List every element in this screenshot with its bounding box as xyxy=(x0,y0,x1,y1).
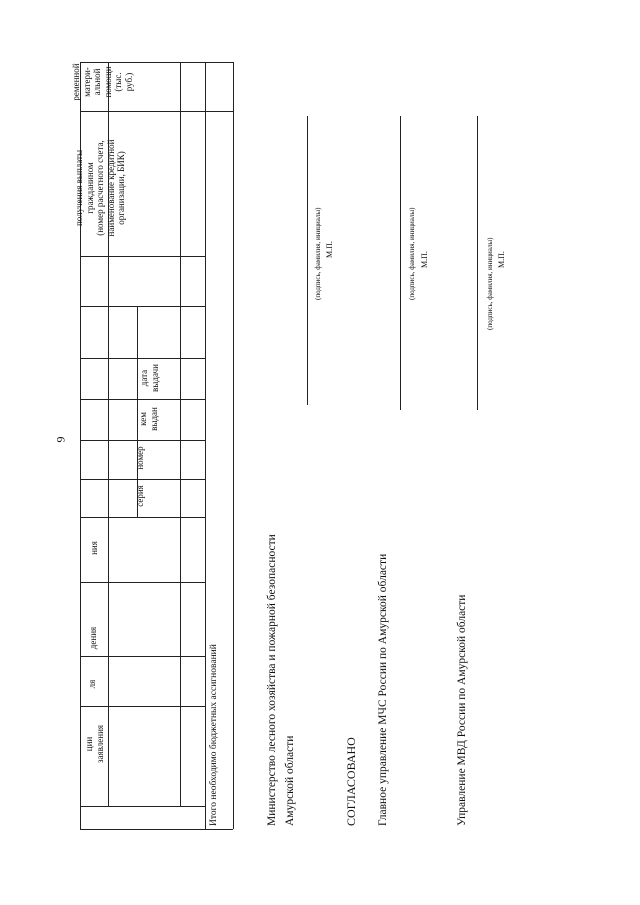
table-col-line xyxy=(80,306,205,307)
header-niya: ния xyxy=(89,541,99,555)
ministry-name-line2: Амурской области xyxy=(284,735,296,826)
header-lya: ля xyxy=(87,679,97,689)
mchs-signature-caption: (подпись, фамилия, инициалы) xyxy=(408,207,416,300)
header-pomoshch: ременной матери- альной помощи (тыс. руб.) xyxy=(71,63,135,101)
table-col-line xyxy=(80,111,233,112)
page-number: 9 xyxy=(53,436,68,443)
mvd-signature-line xyxy=(477,116,478,410)
agreed-label: СОГЛАСОВАНО xyxy=(344,737,358,826)
header-nomer: номер xyxy=(135,446,145,470)
header-polucheniya: получения выплаты гражданином (номер расчетного счета, наименование кредитной организации, БИК) xyxy=(74,139,127,237)
mvd-name: Управление МВД России по Амурской области xyxy=(456,594,468,826)
table-border-right xyxy=(233,62,234,829)
ministry-name-line1: Министерство лесного хозяйства и пожарной безопасности xyxy=(266,534,278,826)
table-row-line xyxy=(205,62,206,829)
table-col-line xyxy=(80,582,205,583)
header-deniya: дения xyxy=(88,626,98,650)
mchs-stamp-label: М.П. xyxy=(420,251,429,268)
mchs-signature-line xyxy=(400,116,401,410)
mvd-signature-caption: (подпись, фамилия, инициалы) xyxy=(486,237,494,330)
table-col-line xyxy=(80,517,205,518)
header-data-vydachi: дата выдачи xyxy=(139,364,160,392)
ministry-signature-line xyxy=(307,116,308,405)
header-seriya: серия xyxy=(135,485,145,507)
ministry-stamp-label: М.П. xyxy=(325,241,334,258)
header-tsii-zayavleniya: ции заявления xyxy=(84,724,105,764)
table-bottom-line xyxy=(80,829,233,830)
table-col-line xyxy=(80,706,205,707)
mvd-stamp-label: М.П. xyxy=(497,251,506,268)
table-col-line xyxy=(80,806,205,807)
ministry-signature-caption: (подпись, фамилия, инициалы) xyxy=(314,207,322,300)
mchs-name: Главное управление МЧС России по Амурской области xyxy=(377,553,389,826)
header-kem-vydan: кем выдан xyxy=(138,407,159,431)
total-row-label: Итого необходимо бюджетных ассигнований xyxy=(209,644,219,826)
